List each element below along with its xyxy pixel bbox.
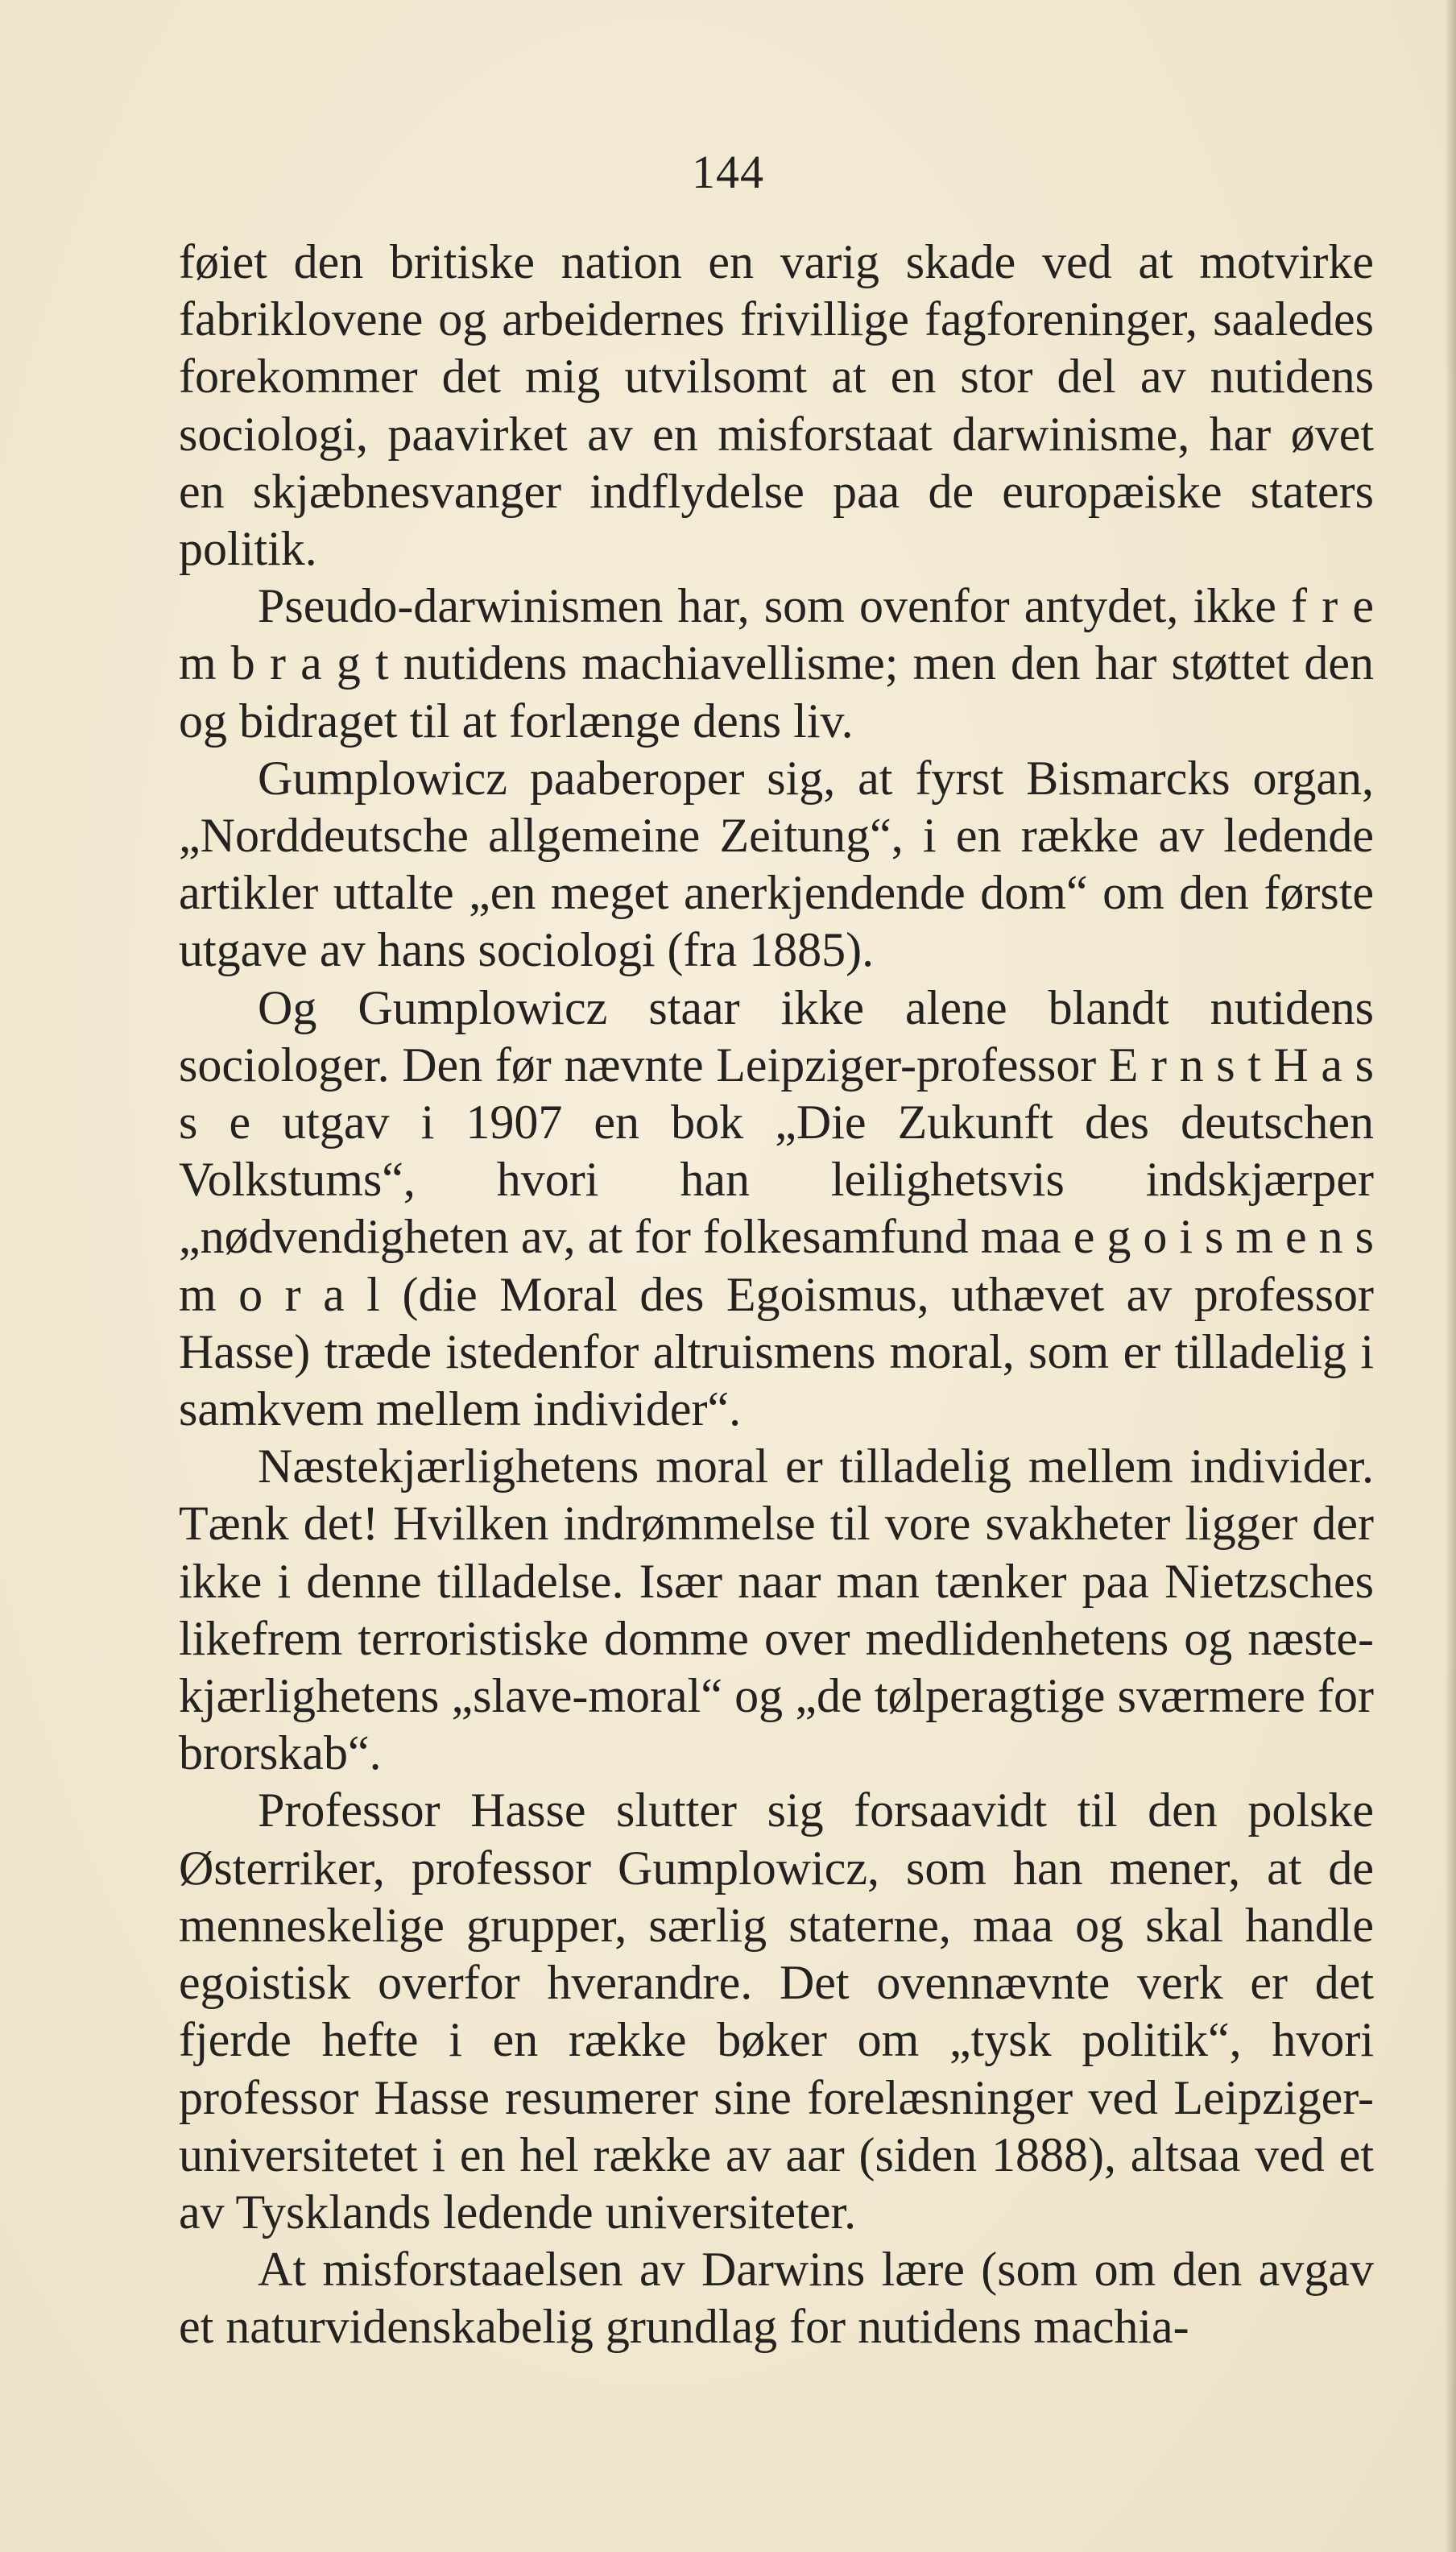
page-edge-shadow: [1445, 0, 1456, 2552]
paragraph: At misforstaaelsen av Darwins lære (som om den avgav et naturvidenskabelig grundlag for nutidens machia-: [179, 2243, 1374, 2354]
page-number: 144: [692, 146, 764, 198]
paragraph: Gumplowicz paaberoper sig, at fyrst Bismarcks organ, „Norddeutsche allgemeine Zeitung“, i en række av ledende artikler uttalte „en meget anerkjendende dom“ om den første utgave av hans sociologi (fra 1885).: [179, 751, 1374, 977]
paragraph: Næstekjærlighetens moral er tilladelig mellem individer. Tænk det! Hvilken indrømmelse til vore svakheter ligger der ikke i denne tilladelse. Især naar man tænker paa Nietzsches likefrem terroristiske domme over medlidenhetens og næste-kjærlighetens „slave-moral“ og „de tølperagtige sværmere for brorskab“.: [179, 1440, 1374, 1780]
body-text: [179, 234, 1374, 2356]
paragraph: føiet den britiske nation en varig skade ved at motvirke fabriklovene og arbeidernes frivillige fagforeninger, saaledes forekommer det mig utvilsomt at en stor del av nutidens sociologi, paavirket av en misforstaat darwinisme, har øvet en skjæbnesvanger indflydelse paa de europæiske staters politik.: [179, 235, 1374, 576]
paragraph: Professor Hasse slutter sig forsaavidt til den polske Østerriker, professor Gumplowicz, som han mener, at de menneskelige grupper, særlig staterne, maa og skal handle egoistisk overfor hverandre. Det ovennævnte verk er det fjerde hefte i en række bøker om „tysk politik“, hvori professor Hasse resumerer sine forelæsninger ved Leipziger-universitetet i en hel række av aar (siden 1888), altsaa ved et av Tysklands ledende universiteter.: [179, 1784, 1374, 2239]
paragraph: Pseudo-darwinismen har, som ovenfor antydet, ikke f r e m b r a g t nutidens machiavellisme; men den har støttet den og bidraget til at forlænge dens liv.: [179, 579, 1374, 748]
paragraph: Og Gumplowicz staar ikke alene blandt nutidens sociologer. Den før nævnte Leipziger-professor E r n s t H a s s e utgav i 1907 en bok „Die Zukunft des deutschen Volkstums“, hvori han leilighetsvis indskjærper „nødvendigheten av, at for folkesamfund maa e g o i s m e n s m o r a l (die Moral des Egoismus, uthævet av professor Hasse) træde istedenfor altruismens moral, som er tilladelig i samkvem mellem individer“.: [179, 980, 1375, 1436]
